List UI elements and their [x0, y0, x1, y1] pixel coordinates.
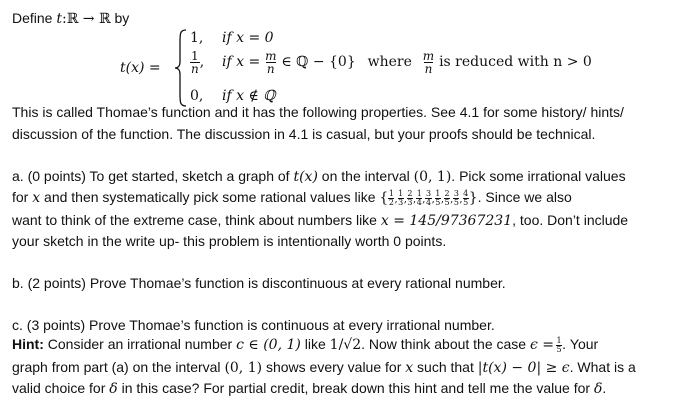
- part-c-l4-pre: valid choice for: [12, 380, 110, 396]
- rational-fraction-denominator: 3: [407, 197, 413, 207]
- part-c-l4-delta2: δ: [593, 381, 603, 397]
- case3-condition: if x ∉ ℚ: [222, 88, 276, 104]
- part-c-l2-post: . Your: [562, 336, 599, 352]
- part-c-l3-interval: (0, 1): [224, 360, 263, 376]
- piecewise-brace: [174, 28, 188, 108]
- fraction-set: [388, 189, 468, 205]
- where-word: where: [367, 54, 412, 71]
- case1-value: 1,: [190, 30, 204, 46]
- rational-fraction-numerator: 2: [407, 188, 413, 198]
- definition-line: [12, 10, 129, 27]
- fraction-separator: ,: [422, 194, 426, 205]
- define-suffix: by: [110, 10, 130, 26]
- part-a-l3-post: , too. Don’t include: [512, 212, 629, 228]
- define-colon: :: [62, 11, 67, 27]
- part-a-line-2: [12, 189, 572, 207]
- fraction-separator: ,: [440, 194, 445, 205]
- part-b-text: b. (2 points) Prove Thomae’s function is discontinuous at every rational number.: [12, 275, 506, 291]
- part-a-l1-math: t(x): [293, 169, 318, 185]
- piecewise-lhs: t(x) =: [120, 60, 161, 76]
- part-c-l2-mid: like: [300, 336, 330, 352]
- rational-fraction-numerator: 3: [453, 188, 459, 198]
- part-a-line-1: [12, 168, 626, 185]
- rational-fraction-numerator: 1: [388, 188, 394, 198]
- part-c-l4-post: .: [602, 380, 607, 396]
- intro-line-2: discussion of the function. The discussion in 4.1 is casual, but your proofs should be technical.: [12, 126, 596, 142]
- part-c-l2-eps: ϵ =: [529, 337, 555, 353]
- intro-line-1: This is called Thomae’s function and it has the following properties. See 4.1 for some history/ hints/: [12, 104, 624, 120]
- rational-fraction-numerator: 3: [425, 188, 432, 198]
- part-c-l3-math: |t(x) − 0| ≥ ϵ: [477, 360, 570, 376]
- fraction-separator: ,: [403, 194, 407, 205]
- part-a-l1-pre: a. (0 points) To get started, sketch a graph of: [12, 168, 294, 184]
- part-c-l3-post: . What is a: [569, 359, 636, 375]
- fraction-separator: ,: [413, 194, 417, 205]
- case1-condition: if x = 0: [222, 30, 274, 46]
- part-c-l3-pre: graph from part (a) on the interval: [12, 359, 225, 375]
- rational-fraction-denominator: 5: [453, 197, 459, 207]
- rational-fraction-denominator: 3: [398, 197, 404, 207]
- where-post: is reduced with n > 0: [439, 54, 592, 71]
- part-a-l3-math: x = 145/97367231: [380, 213, 513, 229]
- fraction-set-open-brace: {: [379, 190, 389, 206]
- case2-row: [190, 50, 204, 75]
- rational-fraction-numerator: 2: [444, 188, 450, 198]
- fraction-separator: ,: [431, 194, 435, 205]
- case2-cond-pre: if x =: [222, 54, 261, 71]
- epsilon-denominator: 5: [556, 344, 562, 354]
- rational-fraction-denominator: 5: [463, 197, 469, 207]
- fraction-separator: ,: [450, 194, 454, 205]
- case2-cond-numerator: m: [265, 49, 277, 63]
- part-c-l2-pre: Consider an irrational number: [43, 336, 237, 352]
- case2-value-denominator: n: [191, 62, 199, 76]
- part-c-line-2: [12, 336, 598, 354]
- where-numerator: m: [422, 49, 435, 63]
- case2-cond-denominator: n: [266, 62, 275, 76]
- fraction-separator: ,: [394, 194, 398, 205]
- part-a-l1-mid: on the interval: [317, 168, 414, 184]
- rational-fraction-numerator: 4: [463, 188, 469, 198]
- part-c-l2-math2: 1/√2: [329, 337, 362, 353]
- hint-label: Hint:: [12, 336, 44, 352]
- part-c-l2-mid2: . Now think about the case: [361, 336, 530, 352]
- case3-value: 0,: [190, 88, 204, 104]
- define-prefix: Define: [12, 10, 57, 26]
- part-c-l3-x: x: [405, 360, 414, 376]
- part-a-l2-post: . Since we also: [477, 189, 572, 205]
- part-a-l1-interval: (0, 1): [413, 169, 452, 185]
- rational-fraction-denominator: 5: [444, 197, 450, 207]
- part-c-line-1: c. (3 points) Prove Thomae’s function is continuous at every irrational number.: [12, 317, 495, 333]
- part-a-l3-pre: want to think of the extreme case, think about numbers like: [12, 212, 381, 228]
- rational-fraction-denominator: 4: [425, 197, 432, 207]
- rational-fraction-numerator: 1: [435, 188, 441, 198]
- case2-condition: [222, 50, 592, 75]
- part-a-line-4: your sketch in the write up- this problem is intentionally worth 0 points.: [12, 233, 447, 249]
- rational-fraction-numerator: 1: [398, 188, 404, 198]
- part-a-l1-post: . Pick some irrational values: [451, 168, 626, 184]
- where-fraction: [422, 50, 435, 75]
- epsilon-numerator: 1: [556, 335, 562, 345]
- part-c-l3-mid: shows every value for: [262, 359, 406, 375]
- define-mapping: ℝ → ℝ: [66, 11, 111, 27]
- rational-fraction-numerator: 1: [416, 188, 422, 198]
- rational-fraction-denominator: 4: [416, 197, 422, 207]
- case2-comma: ,: [199, 54, 205, 71]
- case2-cond-post: ∈ ℚ − {0}: [281, 54, 356, 71]
- part-c-l4-delta: δ: [109, 381, 118, 397]
- define-function-name: t: [56, 11, 62, 27]
- case2-cond-fraction: [264, 50, 277, 75]
- part-a-line-3: [12, 212, 628, 229]
- fraction-set-close-brace: }: [468, 190, 478, 206]
- part-c-l4-mid: in this case? For partial credit, break down this hint and tell me the value for: [117, 380, 594, 396]
- where-denominator: n: [424, 62, 433, 76]
- case2-value-fraction: [190, 50, 200, 75]
- rational-fraction-denominator: 2: [388, 197, 394, 207]
- part-c-line-4: [12, 380, 606, 397]
- part-c-l3-mid2: such that: [413, 359, 478, 375]
- part-a-l2-pre: for: [12, 189, 33, 205]
- part-a-l2-mid: and then systematically pick some rational values like: [40, 189, 380, 205]
- part-c-line-3: [12, 359, 636, 376]
- part-c-l2-math1: c ∈ (0, 1): [236, 337, 301, 353]
- rational-fraction-denominator: 5: [435, 197, 441, 207]
- case2-value-numerator: 1: [191, 49, 199, 63]
- fraction-separator: ,: [459, 194, 463, 205]
- part-a-l2-x: x: [32, 190, 41, 206]
